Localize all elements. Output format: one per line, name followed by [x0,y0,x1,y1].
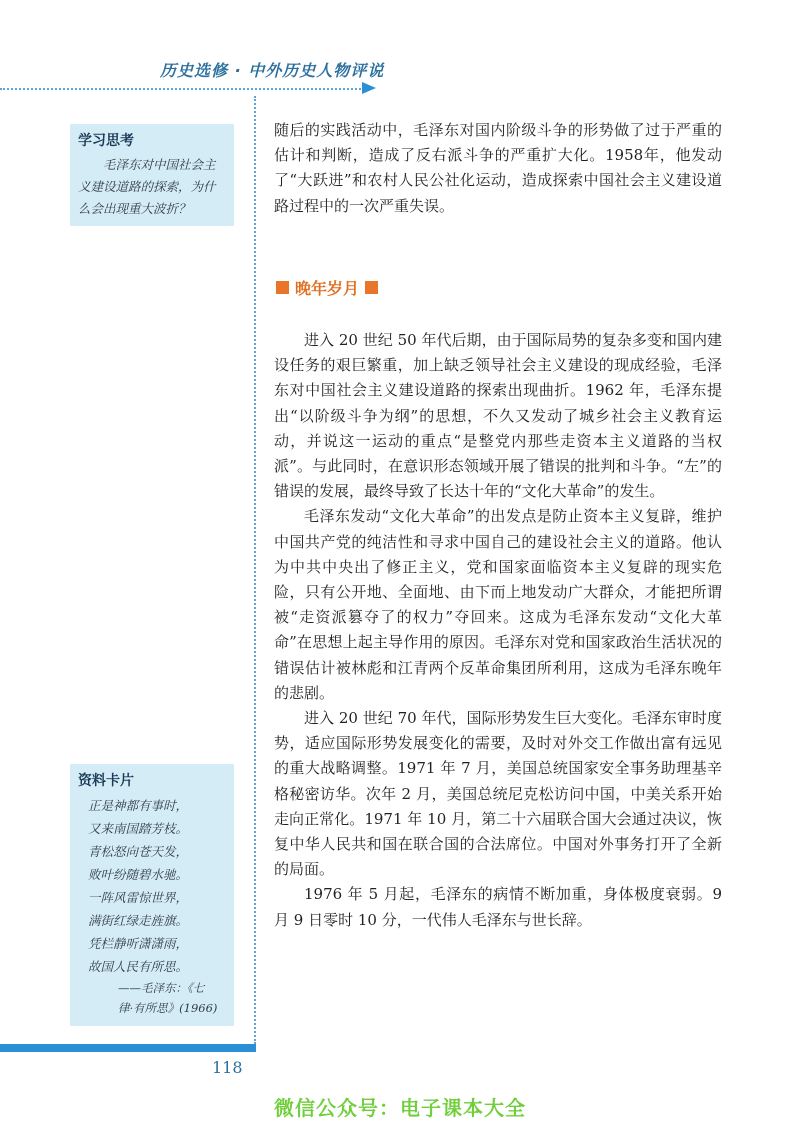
body-paragraph: 进入 20 世纪 70 年代，国际形势发生巨大变化。毛泽东审时度势，适应国际形势发展变化的需要，及时对外交工作做出富有远见的重大战略调整。1971 年 7 月，美国总统国家安全事务助理基辛格秘密访华。次年 2 月，美国总统尼克松访问中国，中美关系开始走向正常化。1971 年 10 月，第二十六届联合国大会通过决议，恢复中华人民共和国在联合国的合法席位。中国对外事务打开了全新的局面。 [274,709,722,879]
intro-paragraph: 随后的实践活动中，毛泽东对国内阶级斗争的形势做了过于严重的估计和判断，造成了反右派斗争的严重扩大化。1958年，他发动了“大跃进”和农村人民公社化运动，造成探索中国社会主义建设道路过程中的一次严重失误。 [274,121,722,215]
poem-line: 又来南国踏芳枝。 [88,821,189,836]
poem-line: 正是神都有事时， [88,798,189,813]
data-card-box [70,764,234,1026]
section-heading [276,276,378,299]
poem-line: 故国人民有所思。 [88,959,189,974]
watermark-text: 微信公众号：电子课本大全 [274,1096,526,1120]
main-body [274,328,722,933]
header-dotted-rule [0,88,368,90]
poem-source: ——毛泽东：《七 [118,981,205,995]
body-paragraph: 进入 20 世纪 50 年代后期，由于国际局势的复杂多变和国内建设任务的艰巨繁重，加上缺乏领导社会主义建设的现成经验，毛泽东对中国社会主义建设道路的探索出现曲折。1962 年，毛泽东提出“以阶级斗争为纲”的思想，不久又发动了城乡社会主义教育运动，并说这一运动的重点“是整党内那些走资本主义道路的当权派”。与此同时，在意识形态领域开展了错误的批判和斗争。“左”的错误的发展，最终导致了长达十年的“文化大革命”的发生。 [274,331,722,501]
poem-line: 败叶纷随碧水驰。 [88,867,189,882]
poem-line: 满街红绿走旌旗。 [88,913,189,928]
poem-source: 律·有所思》(1966) [118,1001,218,1015]
study-think-title: 学习思考 [78,133,134,149]
study-think-box [70,124,234,226]
data-card-title: 资料卡片 [78,773,134,789]
running-header-title: 历史选修 · 中外历史人物评说 [160,61,385,80]
body-paragraph: 毛泽东发动“文化大革命”的出发点是防止资本主义复辟，维护中国共产党的纯洁性和寻求中国自己的建设社会主义的道路。他认为中共中央出了修正主义，党和国家面临资本主义复辟的现实危险，只有公开地、全面地、由下而上地发动广大群众，才能把所谓被“走资派篡夺了的权力”夺回来。这成为毛泽东发动“文化大革命”在思想上起主导作用的原因。毛泽东对党和国家政治生活状况的错误估计被林彪和江青两个反革命集团所利用，这成为毛泽东晚年的悲剧。 [274,507,722,702]
page-number: 118 [212,1058,243,1077]
poem-line: 青松怒向苍天发， [88,844,189,859]
body-paragraph: 1976 年 5 月起，毛泽东的病情不断加重，身体极度衰弱。9 月 9 日零时 10 分，一代伟人毛泽东与世长辞。 [274,885,722,929]
square-bullet-icon [276,281,289,294]
study-think-question: 毛泽东对中国社会主义建设道路的探索，为什么会出现重大波折？ [78,157,216,216]
section-heading-text: 晚年岁月 [295,279,360,298]
poem-line: 一阵风雷惊世界， [88,890,189,905]
square-bullet-icon [365,281,378,294]
header-arrow-icon [362,82,376,94]
column-divider [254,96,256,1044]
footer-bar [0,1044,256,1052]
poem [78,794,226,1018]
intro-text [274,118,722,219]
poem-line: 凭栏静听潇潇雨， [88,936,189,951]
